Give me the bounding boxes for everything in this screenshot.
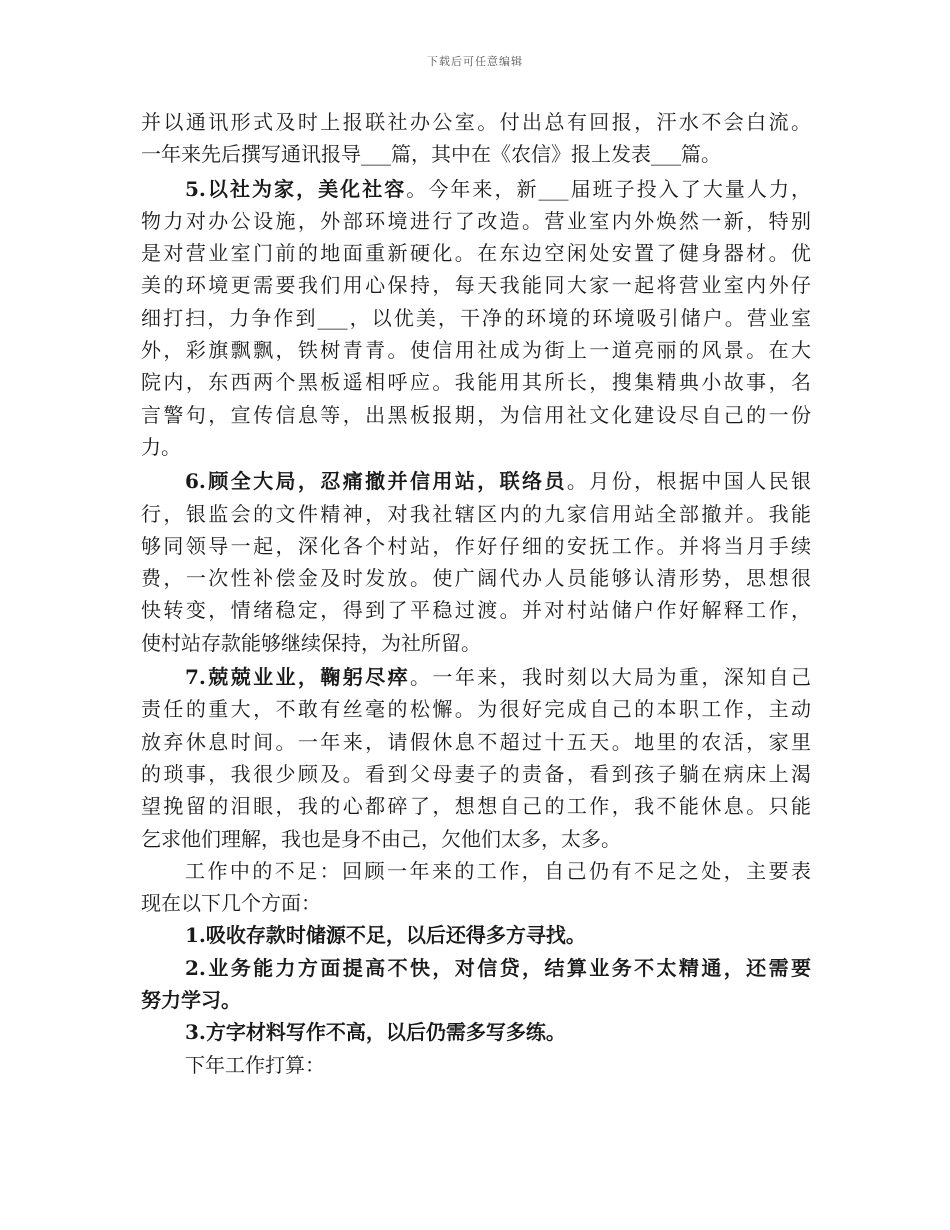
text-line [141,269,811,301]
text-line [141,173,811,205]
text-segment: 望挽留的泪眼，我的心都碎了，想想自己的工作，我不能休息。只能 [141,794,811,819]
text-line [141,205,811,237]
bold-text-segment: 3.方字材料写作不高，以后仍需多写多练。 [185,1020,566,1045]
text-line [141,530,811,562]
text-segment: 快转变，情绪稳定，得到了平稳过渡。并对村站储户作好解释工作， [141,598,811,623]
bold-text-segment: 7.兢兢业业，鞠躬尽瘁 [185,665,410,690]
text-line [141,1016,811,1048]
bold-text-segment: 6.顾全大局，忍痛撤并信用站，联络员 [185,469,567,494]
text-line [141,952,811,984]
text-segment: 一年来先后撰写通讯报导___篇，其中在《农信》报上发表___篇。 [141,142,721,167]
text-line [141,465,811,497]
text-line [141,562,811,594]
text-line [141,138,811,170]
text-segment: 言警句，宣传信息等，出黑板报期，为信用社文化建设尽自己的一份 [141,402,811,427]
text-segment: 工作中的不足：回顾一年来的工作，自己仍有不足之处，主要表 [185,858,811,883]
text-segment: 物力对办公设施，外部环境进行了改造。营业室内外焕然一新，特别 [141,208,811,233]
text-segment: 并以通讯形式及时上报联社办公室。付出总有回报，汗水不会白流。 [141,110,811,134]
text-segment: 责任的重大，不敢有丝毫的松懈。为很好完成自己的本职工作，主动 [141,697,811,722]
text-segment: 美的环境更需要我们用心保持，每天我能同大家一起将营业室内外仔 [141,273,811,298]
page-header: 下载后可任意编辑 [427,55,523,68]
text-line [141,758,811,790]
text-line [141,594,811,626]
text-segment: 。今年来，新___届班子投入了大量人力， [406,176,811,201]
text-line [141,823,811,855]
text-line [141,302,811,334]
text-segment: 行，银监会的文件精神，对我社辖区内的九家信用站全部撤并。我能 [141,501,811,526]
text-segment: 。月份，根据中国人民银 [566,469,811,494]
text-line [141,726,811,758]
text-segment: 够同领导一起，深化各个村站，作好仔细的安抚工作。并将当月手续 [141,533,811,558]
text-line [141,627,811,659]
text-line [141,1049,811,1081]
text-line [141,693,811,725]
text-line [141,399,811,431]
text-segment: 力。 [141,434,181,459]
text-line [141,106,811,138]
text-segment: 乞求他们理解，我也是身不由己，欠他们太多，太多。 [141,826,621,851]
text-line [141,334,811,366]
text-segment: 院内，东西两个黑板遥相呼应。我能用其所长，搜集精典小故事，名 [141,370,811,395]
text-segment: 外，彩旗飘飘，铁树青青。使信用社成为街上一道亮丽的风景。在大 [141,338,811,363]
text-segment: 下年工作打算： [185,1052,325,1077]
bold-text-segment: 1.吸收存款时储源不足，以后还得多方寻找。 [185,923,586,948]
bold-text-segment: 努力学习。 [141,988,241,1013]
text-segment: 费，一次性补偿金及时发放。使广阔代办人员能够认清形势，思想很 [141,566,811,591]
text-segment: 的琐事，我很少顾及。看到父母妻子的责备，看到孩子躺在病床上渴 [141,761,811,786]
text-line [141,661,811,693]
text-line [141,887,811,919]
text-line [141,790,811,822]
text-segment: 细打扫，力争作到___，以优美，干净的环境的环境吸引储户。营业室 [141,305,811,330]
text-segment: 放弃休息时间。一年来，请假休息不超过十五天。地里的农活，家里 [141,729,811,754]
text-segment: 。一年来，我时刻以大局为重，深知自己 [410,665,811,690]
text-segment: 使村站存款能够继续保持，为社所留。 [141,630,481,655]
bold-text-segment: 5.以社为家，美化社容 [185,176,407,201]
text-line [141,498,811,530]
text-line [141,366,811,398]
bold-text-segment: 2.业务能力方面提高不快，对信贷，结算业务不太精通，还需要 [185,955,811,980]
text-line [141,237,811,269]
text-line [141,919,811,951]
text-line [141,431,811,463]
text-segment: 是对营业室门前的地面重新硬化。在东边空闲处安置了健身器材。优 [141,241,811,266]
text-line [141,855,811,887]
document-body [141,106,811,1081]
text-segment: 现在以下几个方面： [141,891,321,916]
text-line [141,984,811,1016]
